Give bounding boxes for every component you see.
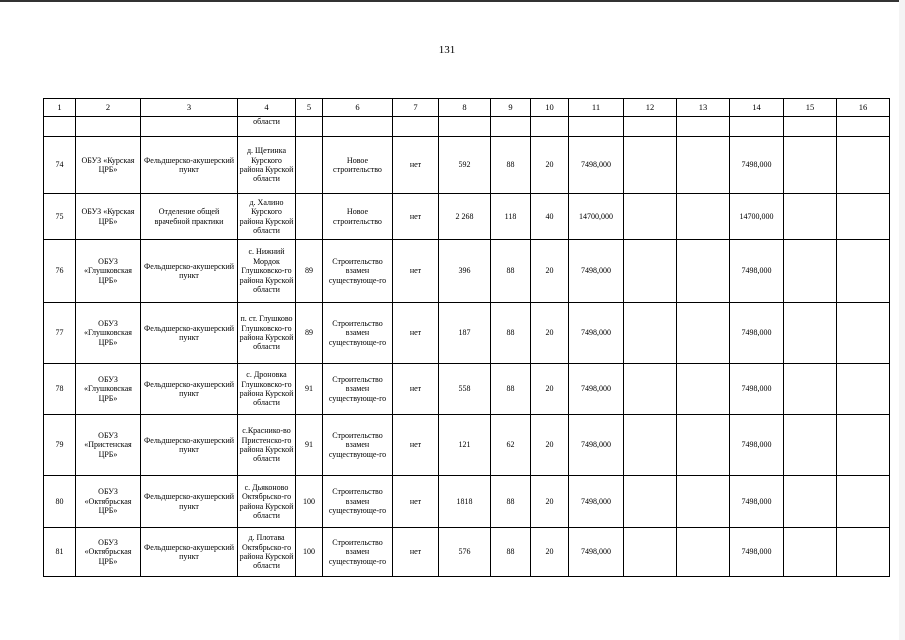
table-row [44, 303, 890, 364]
col9-cell: 88 [491, 528, 531, 577]
cell [624, 117, 677, 137]
header-cell: 11 [569, 99, 624, 117]
col11-cell: 7498,000 [569, 415, 624, 476]
col15-cell [784, 415, 837, 476]
organization-cell: ОБУЗ «Октябрьская ЦРБ» [76, 476, 141, 528]
row-number-cell: 78 [44, 364, 76, 415]
facility-type-cell: Фельдшерско-акушерский пункт [141, 364, 238, 415]
col7-cell: нет [393, 303, 439, 364]
col7-cell: нет [393, 528, 439, 577]
cell [323, 117, 393, 137]
cell [730, 117, 784, 137]
organization-cell: ОБУЗ «Глушковская ЦРБ» [76, 303, 141, 364]
organization-cell: ОБУЗ «Курская ЦРБ» [76, 194, 141, 240]
col7-cell: нет [393, 194, 439, 240]
page-number: 131 [438, 44, 456, 56]
work-type-cell: Строительство взамен существующе-го [323, 476, 393, 528]
table-row [44, 137, 890, 194]
col14-cell: 7498,000 [730, 415, 784, 476]
col15-cell [784, 476, 837, 528]
col9-cell: 88 [491, 364, 531, 415]
header-cell: 2 [76, 99, 141, 117]
col8-cell: 592 [439, 137, 491, 194]
work-type-cell: Новое строительство [323, 194, 393, 240]
col8-cell: 187 [439, 303, 491, 364]
header-cell: 1 [44, 99, 76, 117]
col16-cell [837, 528, 890, 577]
col7-cell: нет [393, 364, 439, 415]
col9-cell: 118 [491, 194, 531, 240]
cell [296, 117, 323, 137]
col12-cell [624, 476, 677, 528]
col10-cell: 20 [531, 528, 569, 577]
col7-cell: нет [393, 240, 439, 303]
col8-cell: 576 [439, 528, 491, 577]
row-number-cell: 74 [44, 137, 76, 194]
header-cell: 5 [296, 99, 323, 117]
col11-cell: 7498,000 [569, 303, 624, 364]
col8-cell: 2 268 [439, 194, 491, 240]
col13-cell [677, 415, 730, 476]
col10-cell: 20 [531, 303, 569, 364]
col14-cell: 7498,000 [730, 303, 784, 364]
col12-cell [624, 194, 677, 240]
col10-cell: 20 [531, 476, 569, 528]
col15-cell [784, 194, 837, 240]
col12-cell [624, 303, 677, 364]
col9-cell: 62 [491, 415, 531, 476]
col5-cell: 100 [296, 528, 323, 577]
col11-cell: 7498,000 [569, 528, 624, 577]
col7-cell: нет [393, 137, 439, 194]
location-cell: с. Дроновка Глушковско-го района Курской области [238, 364, 296, 415]
facility-type-cell: Фельдшерско-акушерский пункт [141, 137, 238, 194]
col13-cell [677, 137, 730, 194]
col9-cell: 88 [491, 476, 531, 528]
col12-cell [624, 137, 677, 194]
organization-cell: ОБУЗ «Октябрьская ЦРБ» [76, 528, 141, 577]
facility-type-cell: Фельдшерско-акушерский пункт [141, 240, 238, 303]
header-cell: 7 [393, 99, 439, 117]
col8-cell: 121 [439, 415, 491, 476]
col16-cell [837, 194, 890, 240]
col5-cell [296, 137, 323, 194]
col11-cell: 7498,000 [569, 240, 624, 303]
col10-cell: 20 [531, 137, 569, 194]
header-cell: 9 [491, 99, 531, 117]
col13-cell [677, 364, 730, 415]
col13-cell [677, 528, 730, 577]
col14-cell: 7498,000 [730, 476, 784, 528]
cell [439, 117, 491, 137]
col11-cell: 14700,000 [569, 194, 624, 240]
col8-cell: 1818 [439, 476, 491, 528]
row-number-cell: 79 [44, 415, 76, 476]
cell [677, 117, 730, 137]
facility-type-cell: Фельдшерско-акушерский пункт [141, 528, 238, 577]
location-cell: с. Нижний Мордок Глушковско-го района Курской области [238, 240, 296, 303]
continuation-place-cell: области [238, 117, 296, 137]
col16-cell [837, 303, 890, 364]
col10-cell: 20 [531, 415, 569, 476]
col10-cell: 20 [531, 240, 569, 303]
col5-cell: 91 [296, 364, 323, 415]
location-cell: д. Халино Курского района Курской области [238, 194, 296, 240]
col14-cell: 7498,000 [730, 364, 784, 415]
col5-cell: 89 [296, 303, 323, 364]
row-number-cell: 77 [44, 303, 76, 364]
header-cell: 13 [677, 99, 730, 117]
col7-cell: нет [393, 476, 439, 528]
col7-cell: нет [393, 415, 439, 476]
table-row [44, 240, 890, 303]
organization-cell: ОБУЗ «Пристенская ЦРБ» [76, 415, 141, 476]
work-type-cell: Строительство взамен существующе-го [323, 415, 393, 476]
col12-cell [624, 528, 677, 577]
cell [44, 117, 76, 137]
col5-cell: 91 [296, 415, 323, 476]
facility-type-cell: Фельдшерско-акушерский пункт [141, 303, 238, 364]
location-cell: д. Плотава Октябрьско-го района Курской области [238, 528, 296, 577]
header-row [44, 99, 890, 117]
col11-cell: 7498,000 [569, 364, 624, 415]
col13-cell [677, 194, 730, 240]
row-number-cell: 75 [44, 194, 76, 240]
col15-cell [784, 240, 837, 303]
header-cell: 10 [531, 99, 569, 117]
organization-cell: ОБУЗ «Глушковская ЦРБ» [76, 240, 141, 303]
col13-cell [677, 476, 730, 528]
col11-cell: 7498,000 [569, 137, 624, 194]
cell [569, 117, 624, 137]
header-cell: 16 [837, 99, 890, 117]
facilities-table [43, 98, 890, 577]
cell [141, 117, 238, 137]
col15-cell [784, 364, 837, 415]
col12-cell [624, 240, 677, 303]
table-row [44, 528, 890, 577]
table-row [44, 364, 890, 415]
col5-cell: 100 [296, 476, 323, 528]
col9-cell: 88 [491, 137, 531, 194]
organization-cell: ОБУЗ «Курская ЦРБ» [76, 137, 141, 194]
location-cell: с. Дьяконово Октябрьско-го района Курской области [238, 476, 296, 528]
location-cell: д. Щетинка Курского района Курской области [238, 137, 296, 194]
col16-cell [837, 415, 890, 476]
work-type-cell: Строительство взамен существующе-го [323, 364, 393, 415]
header-cell: 12 [624, 99, 677, 117]
location-cell: п. ст. Глушково Глушковско-го района Курской области [238, 303, 296, 364]
continuation-row [44, 117, 890, 137]
col5-cell [296, 194, 323, 240]
col14-cell: 7498,000 [730, 528, 784, 577]
row-number-cell: 80 [44, 476, 76, 528]
col16-cell [837, 364, 890, 415]
col10-cell: 20 [531, 364, 569, 415]
col16-cell [837, 476, 890, 528]
cell [837, 117, 890, 137]
header-cell: 15 [784, 99, 837, 117]
header-cell: 14 [730, 99, 784, 117]
col13-cell [677, 303, 730, 364]
col15-cell [784, 528, 837, 577]
cell [784, 117, 837, 137]
cell [531, 117, 569, 137]
work-type-cell: Новое строительство [323, 137, 393, 194]
table-row [44, 415, 890, 476]
header-cell: 6 [323, 99, 393, 117]
work-type-cell: Строительство взамен существующе-го [323, 240, 393, 303]
header-cell: 3 [141, 99, 238, 117]
col9-cell: 88 [491, 240, 531, 303]
header-cell: 4 [238, 99, 296, 117]
col10-cell: 40 [531, 194, 569, 240]
row-number-cell: 76 [44, 240, 76, 303]
col11-cell: 7498,000 [569, 476, 624, 528]
col15-cell [784, 303, 837, 364]
header-cell: 8 [439, 99, 491, 117]
col5-cell: 89 [296, 240, 323, 303]
work-type-cell: Строительство взамен существующе-го [323, 303, 393, 364]
col13-cell [677, 240, 730, 303]
facility-type-cell: Отделение общей врачебной практики [141, 194, 238, 240]
top-border-line [0, 0, 905, 2]
col12-cell [624, 415, 677, 476]
col14-cell: 7498,000 [730, 137, 784, 194]
facility-type-cell: Фельдшерско-акушерский пункт [141, 476, 238, 528]
col12-cell [624, 364, 677, 415]
table-row [44, 194, 890, 240]
col8-cell: 396 [439, 240, 491, 303]
cell [393, 117, 439, 137]
organization-cell: ОБУЗ «Глушковская ЦРБ» [76, 364, 141, 415]
scan-edge [899, 0, 905, 640]
row-number-cell: 81 [44, 528, 76, 577]
col9-cell: 88 [491, 303, 531, 364]
col8-cell: 558 [439, 364, 491, 415]
cell [76, 117, 141, 137]
col14-cell: 14700,000 [730, 194, 784, 240]
col16-cell [837, 137, 890, 194]
work-type-cell: Строительство взамен существующе-го [323, 528, 393, 577]
facility-type-cell: Фельдшерско-акушерский пункт [141, 415, 238, 476]
cell [491, 117, 531, 137]
location-cell: с.Краснико-во Пристенско-го района Курской области [238, 415, 296, 476]
col14-cell: 7498,000 [730, 240, 784, 303]
col16-cell [837, 240, 890, 303]
col15-cell [784, 137, 837, 194]
table-row [44, 476, 890, 528]
